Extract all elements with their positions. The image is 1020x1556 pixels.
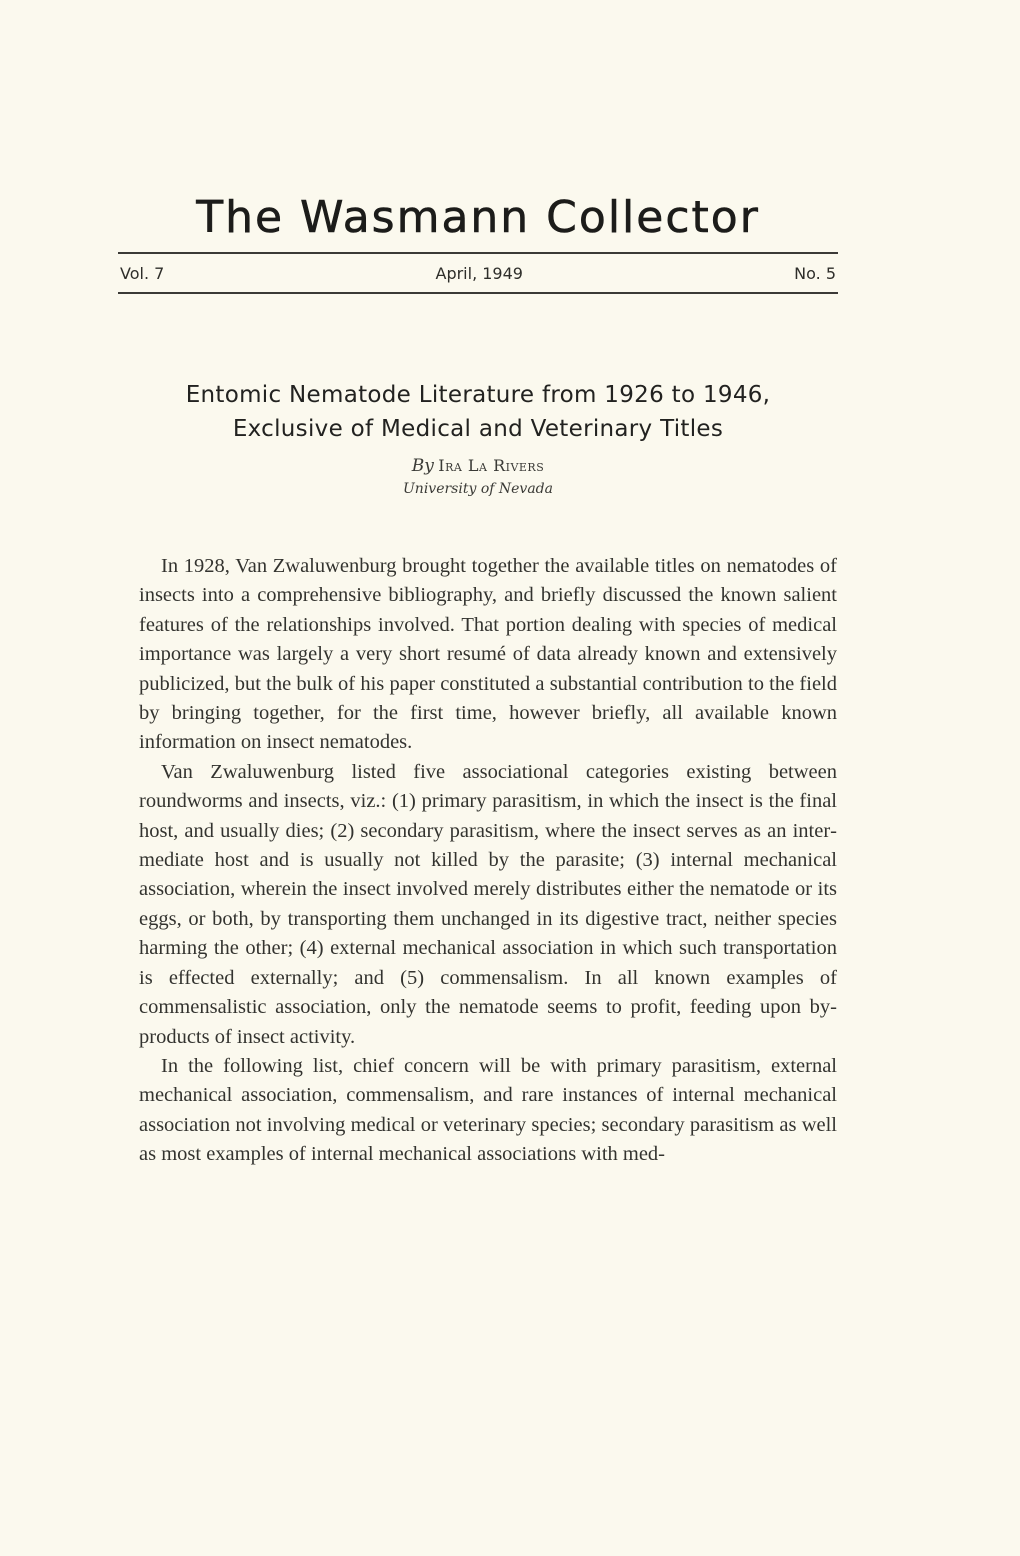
article-body: [139, 552, 837, 1170]
volume-label: Vol. 7: [120, 263, 165, 283]
byline-prefix: By: [411, 456, 434, 476]
body-paragraph: In 1928, Van Zwaluwenburg brought together the available titles on nematodes of insects into a comprehensive bibliography, and briefly discussed the known salient features of the relationships involved. That portion dealing with species of medical importance was largely a very short resumé of data already known and extensively publicized, but the bulk of his paper constituted a substantial contribution to the field by bringing together, for the first time, however briefly, all available known information on insect nematodes.: [139, 555, 837, 754]
author-affiliation: University of Nevada: [403, 481, 553, 497]
journal-title: The Wasmann Collector: [196, 192, 760, 243]
issue-number: No. 5: [794, 263, 836, 283]
article-title-line-1: Entomic Nematode Literature from 1926 to 1946,: [185, 382, 771, 408]
masthead-bottom-rule: [118, 292, 838, 294]
article-header: [118, 378, 838, 499]
body-paragraph: In the following list, chief concern will be with primary parasitism, external mechanical association, commensalism, and rare instances of internal mechanical association not involving medical or veterinary species; secondary parasitism as well as most examples of internal mechanical associations with med-: [139, 1054, 837, 1166]
masthead: [118, 190, 838, 294]
body-paragraph: Van Zwaluwenburg listed five associational categories existing between roundworms and insects, viz.: (1) primary parasitism, in which the insect is the final host, and usually dies; (2) secondary parasitism, where the insect serves as an intermediate host and is usually not killed by the parasite; (3) internal mechanical association, wherein the insect involved merely distributes either the nematode or its eggs, or both, by transporting them unchanged in its digestive tract, neither species harming the other; (4) external mechanical association in which such transportation is effected externally; and (5) commensalism. In all known examples of commensalistic association, only the nematode seems to profit, feeding upon by-products of insect activity.: [139, 760, 837, 1048]
byline: [118, 456, 838, 477]
issue-info-row: [118, 254, 838, 292]
author-name: Ira La Rivers: [438, 456, 545, 475]
article-title-line-2: Exclusive of Medical and Veterinary Titles: [232, 416, 724, 442]
issue-date: April, 1949: [435, 263, 523, 283]
article-title: [118, 378, 838, 446]
